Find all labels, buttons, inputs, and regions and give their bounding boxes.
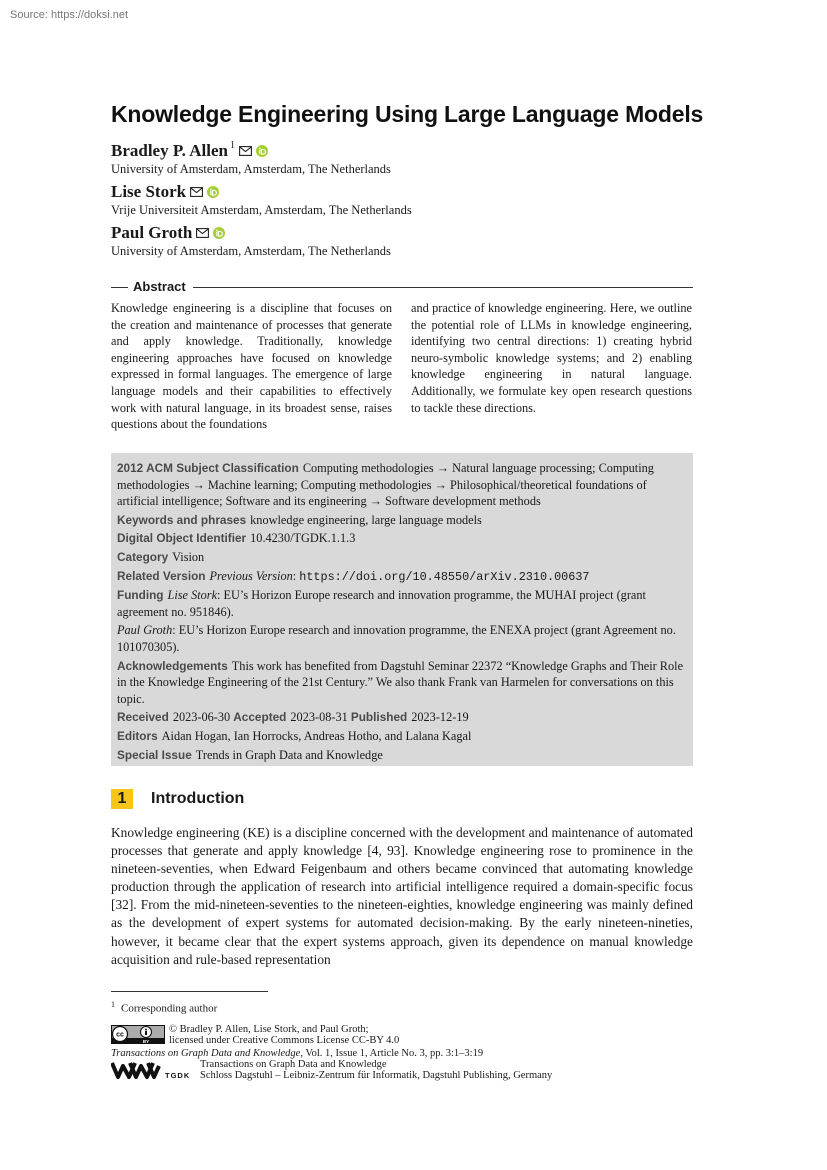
intro-paragraph: Knowledge engineering (KE) is a discipline concerned with the development and maintenance of automated processes that generate and apply knowledge [4, 93]. Knowledge engineering rose to prominence in the nineteen-seventies, when Edward Feigenbaum and others became convinced that automating knowledge production through the application of research into artificial intelligence required a domain-specific focus [32]. From the mid-nineteen-seventies to the nineteen-eighties, knowledge engineering was mainly defined as the development of expert systems for automated decision-making. By the early nineteen-nineties, however, it became clear that the expert systems approach, given its dependence on manual knowledge acquisition and rule-based representation <box>111 825 693 967</box>
related-version: Related Version Previous Version: https://doi.org/10.48550/arXiv.2310.00637 <box>117 568 590 584</box>
footnote <box>111 1000 217 1015</box>
keywords: Keywords and phrases knowledge engineering, large language models <box>117 512 482 527</box>
journal-citation: Transactions on Graph Data and Knowledge, Vol. 1, Issue 1, Article No. 3, pp. 3:1–3:19 <box>111 1048 484 1059</box>
svg-text:cc: cc <box>116 1031 124 1039</box>
mail-icon[interactable] <box>196 228 209 238</box>
abstract-heading <box>111 279 693 295</box>
footnote-marker: 1 <box>229 139 235 151</box>
source-label: Source: https://doksi.net <box>10 9 129 21</box>
copyright-line: © Bradley P. Allen, Lise Stork, and Paul Groth; <box>169 1024 369 1035</box>
license-line: licensed under Creative Commons License CC-BY 4.0 <box>169 1035 400 1046</box>
publisher-journal-name: Transactions on Graph Data and Knowledge <box>200 1059 387 1070</box>
editors: Editors Aidan Hogan, Ian Horrocks, Andreas Hotho, and Lalana Kagal <box>117 728 472 743</box>
footnote-divider <box>111 991 268 992</box>
author-name: Paul Groth <box>111 223 193 242</box>
acm-classification: 2012 ACM Subject Classification Computing methodologies → Natural language processing; Computing methodologies → Machine learning; Computing methodologies → Philosophical/theoretical foundations of artificial intelligence; Software and its engineering → Software development methods <box>117 461 654 509</box>
mail-icon[interactable] <box>190 187 203 197</box>
publisher-name: Schloss Dagstuhl – Leibniz-Zentrum für Informatik, Dagstuhl Publishing, Germany <box>200 1070 553 1081</box>
acknowledgements: Acknowledgements This work has benefited from Dagstuhl Seminar 22372 “Knowledge Graphs and Their Role in the Knowledge Engineering of the 21st Century.” We also thank Frank van Harmelen for conversations on this topic. <box>117 658 684 706</box>
doi-link[interactable]: 10.4230/TGDK.1.1.3 <box>250 531 356 546</box>
orcid-icon[interactable] <box>207 186 219 198</box>
special-issue: Special Issue Trends in Graph Data and Knowledge <box>117 747 383 762</box>
section-number: 1 <box>111 789 133 809</box>
footnote-text: Corresponding author <box>121 1002 218 1015</box>
author-name: Bradley P. Allen <box>111 141 228 160</box>
author-affiliation: University of Amsterdam, Amsterdam, The Netherlands <box>111 244 391 258</box>
author-affiliation: Vrije Universiteit Amsterdam, Amsterdam, The Netherlands <box>111 203 412 217</box>
abstract-label: Abstract <box>133 279 186 294</box>
section-title: Introduction <box>151 790 245 807</box>
category: Category Vision <box>117 549 205 564</box>
arxiv-link[interactable]: https://doi.org/10.48550/arXiv.2310.00637 <box>299 569 590 584</box>
author-name: Lise Stork <box>111 182 187 201</box>
funding-2: Paul Groth: EU’s Horizon Europe research and innovation programme, the ENEXA project (grant Agreement no. 101070305). <box>117 623 676 654</box>
svg-text:BY: BY <box>142 1038 150 1044</box>
abstract-column-right: and practice of knowledge engineering. Here, we outline the potential role of LLMs in knowledge engineering, identifying two central directions: 1) creating hybrid neuro-symbolic knowledge systems; and 2) enabling knowledge engineering in natural language. Additionally, we formulate key open research questions to tackle these directions. <box>411 301 692 415</box>
tgdk-logo-icon <box>111 1060 195 1080</box>
cc-by-license-icon[interactable] <box>111 1025 165 1044</box>
section-heading <box>111 789 244 809</box>
divider <box>193 287 693 288</box>
orcid-icon[interactable] <box>213 227 225 239</box>
orcid-icon[interactable] <box>256 145 268 157</box>
footnote-marker: 1 <box>111 1000 115 1009</box>
author-affiliation: University of Amsterdam, Amsterdam, The Netherlands <box>111 162 391 176</box>
paper-title: Knowledge Engineering Using Large Language Models <box>111 101 704 127</box>
funding: Funding Lise Stork: EU’s Horizon Europe research and innovation programme, the MUHAI project (grant agreement no. 951846). <box>117 588 646 619</box>
author-2 <box>111 182 412 218</box>
metadata-box <box>111 453 693 766</box>
doi: Digital Object Identifier 10.4230/TGDK.1.1.3 <box>117 531 356 546</box>
dates: Received 2023-06-30 Accepted 2023-08-31 Published 2023-12-19 <box>117 710 469 725</box>
divider <box>111 287 128 288</box>
author-1 <box>111 141 391 177</box>
mail-icon[interactable] <box>239 146 252 156</box>
svg-text:TGDK: TGDK <box>165 1071 191 1080</box>
abstract-column-left: Knowledge engineering is a discipline that focuses on the creation and maintenance of processes that generate and apply knowledge. Traditionally, knowledge engineering approaches have focused on knowledge expressed in formal languages. The emergence of large language models and their capabilities to effectively work with natural language, in its broadest sense, raises questions about the foundations <box>111 301 392 432</box>
author-3 <box>111 223 391 259</box>
